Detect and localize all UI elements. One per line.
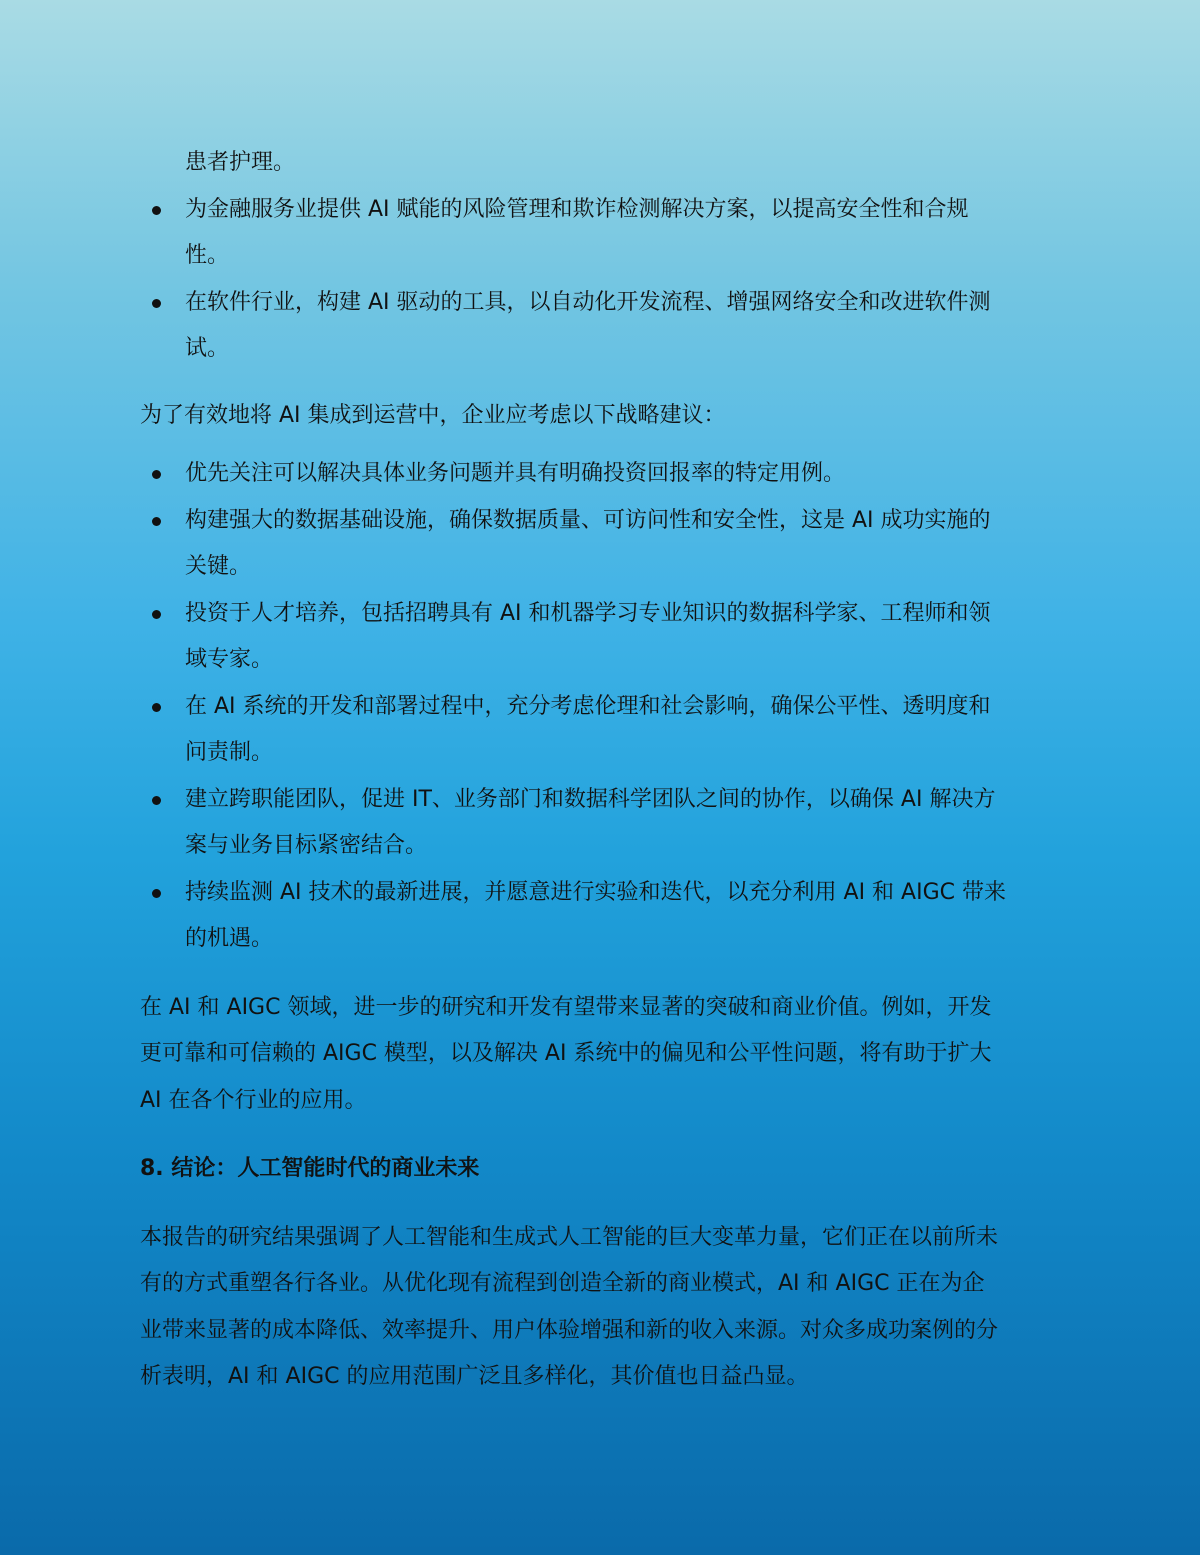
list-item-line: 性。	[185, 243, 230, 268]
list-item	[140, 498, 1065, 591]
research-paragraph	[140, 985, 1065, 1125]
paragraph-line: 业带来显著的成本降低、效率提升、用户体验增强和新的收入来源。对众多成功案例的分	[140, 1317, 999, 1343]
list-item	[140, 280, 1065, 373]
list-item-line: 在软件行业，构建 AI 驱动的工具，以自动化开发流程、增强网络安全和改进软件测	[185, 289, 991, 315]
continued-bullet-text: 患者护理。	[185, 150, 296, 175]
recommendations-intro: 为了有效地将 AI 集成到运营中，企业应考虑以下战略建议：	[140, 402, 726, 428]
bullet-icon	[152, 610, 161, 619]
paragraph-line: AI 在各个行业的应用。	[140, 1087, 367, 1113]
paragraph-line: 析表明，AI 和 AIGC 的应用范围广泛且多样化，其价值也日益凸显。	[140, 1364, 809, 1389]
section-heading: 8. 结论：人工智能时代的商业未来	[140, 1156, 480, 1181]
paragraph-line: 更可靠和可信赖的 AIGC 模型，以及解决 AI 系统中的偏见和公平性问题，将有助于扩大	[140, 1041, 992, 1066]
list-item-line: 构建强大的数据基础设施，确保数据质量、可访问性和安全性，这是 AI 成功实施的	[185, 507, 991, 533]
paragraph-line: 在 AI 和 AIGC 领域，进一步的研究和开发有望带来显著的突破和商业价值。例如，开发	[140, 994, 992, 1020]
list-item-line: 关键。	[185, 554, 252, 579]
recommendations-bullet-list	[140, 451, 1065, 963]
list-item-line: 试。	[185, 336, 230, 361]
bullet-icon	[152, 889, 161, 898]
list-item-line: 在 AI 系统的开发和部署过程中，充分考虑伦理和社会影响，确保公平性、透明度和	[185, 693, 991, 719]
conclusion-paragraph	[140, 1215, 1065, 1401]
list-item-line: 优先关注可以解决具体业务问题并具有明确投资回报率的特定用例。	[185, 461, 846, 486]
document-body	[140, 140, 1065, 1401]
list-item-line: 案与业务目标紧密结合。	[185, 833, 428, 858]
bullet-icon	[152, 206, 161, 215]
list-item	[140, 684, 1065, 777]
list-item	[140, 451, 1065, 498]
list-item	[140, 870, 1065, 963]
list-item-line: 域专家。	[185, 647, 274, 672]
list-item-line: 为金融服务业提供 AI 赋能的风险管理和欺诈检测解决方案，以提高安全性和合规	[185, 196, 969, 222]
list-item-line: 持续监测 AI 技术的最新进展，并愿意进行实验和迭代，以充分利用 AI 和 AIGC 带来	[185, 879, 1006, 905]
bullet-icon	[152, 470, 161, 479]
list-item-line: 建立跨职能团队，促进 IT、业务部门和数据科学团队之间的协作，以确保 AI 解决方	[185, 786, 996, 812]
paragraph-line: 本报告的研究结果强调了人工智能和生成式人工智能的巨大变革力量，它们正在以前所未	[140, 1224, 999, 1250]
list-item	[140, 777, 1065, 870]
bullet-icon	[152, 796, 161, 805]
industry-bullet-list	[140, 187, 1065, 373]
list-item-line: 投资于人才培养，包括招聘具有 AI 和机器学习专业知识的数据科学家、工程师和领	[185, 600, 991, 626]
bullet-icon	[152, 517, 161, 526]
list-item	[140, 591, 1065, 684]
bullet-icon	[152, 299, 161, 308]
list-item-line: 的机遇。	[185, 926, 274, 951]
bullet-icon	[152, 703, 161, 712]
list-item	[140, 187, 1065, 280]
paragraph-line: 有的方式重塑各行各业。从优化现有流程到创造全新的商业模式，AI 和 AIGC 正在为企	[140, 1271, 985, 1296]
list-item-line: 问责制。	[185, 740, 274, 765]
